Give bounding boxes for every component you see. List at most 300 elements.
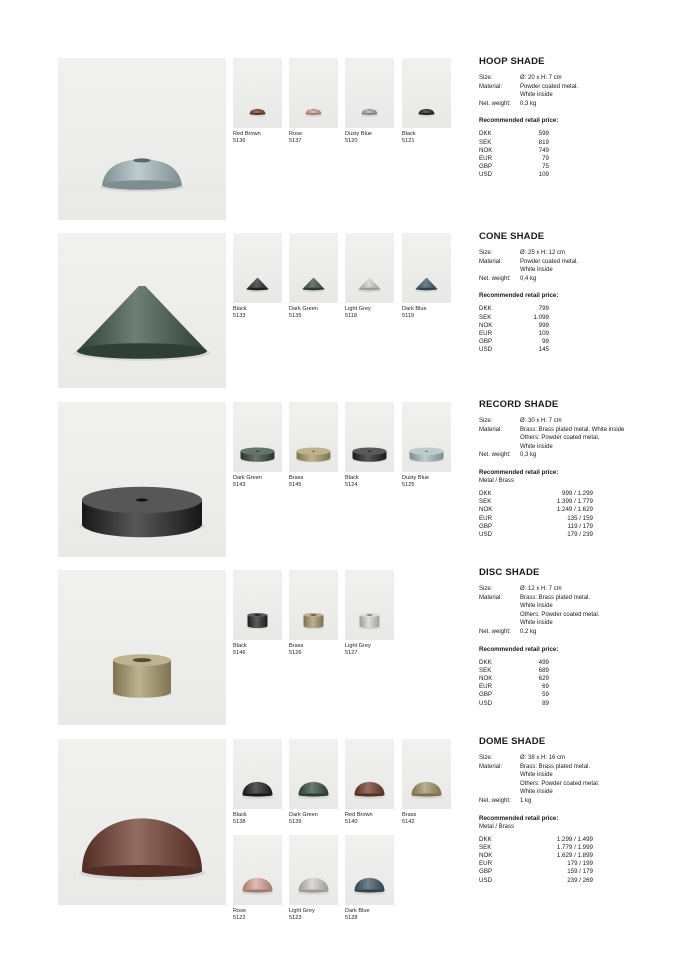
dome-variant-caption [289,908,341,922]
price-row [479,700,659,708]
spec-value [520,763,659,797]
spec-value-line: Brass: Brass plated metal. White inside [520,426,625,433]
price-value: 1.249 / 1.629 [556,506,593,514]
record-variant-caption [233,475,285,489]
variant-item-number: 5121 [402,138,415,144]
dome-variant-lamp [345,739,394,809]
disc-variant-thumbnail [345,570,394,640]
price-row [479,683,659,691]
price-currency: SEK [479,498,492,506]
spec-row [479,763,659,797]
recommended-retail-price-label: Recommended retail price: [479,645,559,653]
cone-hero-image [58,233,226,388]
price-row [479,130,659,138]
variant-color-name: Rose [233,908,247,914]
price-row [479,531,659,539]
recommended-retail-price-label: Recommended retail price: [479,117,559,125]
spec-value [520,594,659,628]
variant-item-number: 5146 [233,650,246,656]
hoop-variant-caption [289,131,341,145]
record-title: RECORD SHADE [479,399,559,410]
spec-label: Material: [479,258,503,265]
spec-label: Size: [479,75,493,81]
price-currency: USD [479,699,493,707]
variant-item-number: 5138 [233,819,246,825]
variant-item-number: 5143 [233,482,246,488]
price-row [479,147,659,155]
dome-variant-caption [345,908,397,922]
spec-value-line: Brass: Brass plated metal. [520,763,591,770]
spec-value [520,83,659,100]
record-variant-caption [402,475,454,489]
variant-color-name: Black [233,643,247,649]
cone-variant-caption [402,306,454,320]
spec-value-line: White inside [520,603,553,610]
spec-value [520,426,659,452]
disc-variant-caption [289,643,341,657]
variant-item-number: 5123 [289,915,302,921]
price-value: 179 / 199 [567,860,593,868]
spec-value-line: Powder coated metal. [520,83,579,90]
price-value: 109 [538,329,549,337]
cone-price-list [479,305,659,354]
variant-color-name: Dark Green [233,475,262,481]
variant-color-name: Dark Green [289,812,318,818]
dome-variant-thumbnail [345,739,394,809]
disc-variant-lamp [289,570,338,640]
spec-label: Material: [479,763,503,770]
price-currency: GBP [479,691,493,699]
record-variant-caption [289,475,341,489]
price-row [479,155,659,163]
price-value: 999 [538,321,549,329]
spec-value-line: Others: Powder coated metal. [520,780,600,787]
variant-color-name: Dark Blue [402,306,427,312]
dome-spec-block [479,736,659,885]
disc-variant-lamp [233,570,282,640]
variant-color-name: Dusty Blue [402,475,430,481]
cone-spec-block [479,231,659,355]
spec-label: Net. weight: [479,452,511,459]
spec-label: Size: [479,586,493,592]
variant-item-number: 5126 [289,650,302,656]
hoop-variant-thumbnail [233,58,282,128]
price-currency: NOK [479,851,493,859]
cone-variant-lamp [345,233,394,303]
price-row [479,314,659,322]
price-value: 99 [542,338,549,346]
price-value: 819 [538,138,549,146]
spec-label: Net. weight: [479,628,511,635]
record-variant-thumbnail [402,402,451,472]
price-row [479,163,659,171]
price-value: 79 [542,154,549,162]
spec-row [479,797,659,806]
hoop-variant-thumbnail [345,58,394,128]
record-variant-lamp [402,402,451,472]
dome-variant-thumbnail [233,835,282,905]
dome-hero-image [58,739,226,905]
spec-value [520,797,659,806]
price-currency: USD [479,530,493,538]
price-row [479,667,659,675]
spec-row [479,74,659,83]
spec-label: Size: [479,418,493,424]
price-currency: EUR [479,154,493,162]
price-currency: SEK [479,138,492,146]
price-currency: USD [479,346,493,354]
variant-color-name: Brass [289,643,304,649]
price-value: 145 [538,346,549,354]
price-row [479,338,659,346]
price-value: 239 / 269 [567,876,593,884]
spec-value-line: Others: Powder coated metal. [520,435,600,442]
price-row [479,346,659,354]
price-row [479,836,659,844]
record-hero-lamp [58,402,226,557]
price-type-label: Metal / Brass [479,823,515,830]
price-currency: NOK [479,674,493,682]
variant-color-name: Black [233,306,247,312]
spec-value-line: White inside [520,789,553,796]
price-row [479,171,659,179]
price-value: 599 [538,130,549,138]
variant-item-number: 5125 [402,482,415,488]
spec-row [479,594,659,628]
cone-variant-lamp [233,233,282,303]
disc-spec-block [479,567,659,708]
dome-title: DOME SHADE [479,736,546,747]
spec-value-line: Others: Powder coated metal. [520,611,600,618]
spec-value-line: 0,2 kg [520,628,537,635]
price-value: 159 / 179 [567,868,593,876]
variant-color-name: Black [345,475,359,481]
spec-value-line: Ø: 12 x H: 7 cm [520,586,562,592]
dome-variant-thumbnail [402,739,451,809]
price-currency: EUR [479,860,493,868]
price-currency: DKK [479,835,492,843]
dome-variant-thumbnail [289,835,338,905]
hoop-variant-thumbnail [289,58,338,128]
dome-variant-lamp [233,739,282,809]
price-currency: USD [479,876,493,884]
cone-variant-caption [289,306,341,320]
variant-item-number: 5118 [345,313,358,319]
variant-color-name: Light Grey [345,306,371,312]
price-row [479,490,659,498]
recommended-retail-price-label: Recommended retail price: [479,468,559,476]
price-row [479,523,659,531]
price-row [479,139,659,147]
spec-value [520,249,659,258]
price-row [479,506,659,514]
price-currency: EUR [479,683,493,691]
price-type-label: Metal / Brass [479,477,515,484]
disc-price-list [479,659,659,708]
spec-value-line: 0,3 kg [520,452,537,459]
variant-color-name: Red Brown [345,812,373,818]
cone-title: CONE SHADE [479,231,545,242]
price-currency: DKK [479,658,492,666]
disc-variant-thumbnail [289,570,338,640]
price-value: 119 / 179 [567,522,593,530]
price-value: 749 [538,146,549,154]
spec-value-line: Ø: 30 x H: 7 cm [520,418,562,424]
dome-variant-thumbnail [289,739,338,809]
spec-row [479,275,659,284]
spec-label: Material: [479,83,503,90]
hoop-variant-lamp [289,58,338,128]
spec-label: Net. weight: [479,100,511,107]
variant-color-name: Rose [289,131,303,137]
spec-value-line: White inside [520,443,553,450]
price-value: 799 [538,305,549,313]
price-row [479,515,659,523]
spec-label: Size: [479,250,493,256]
hoop-variant-lamp [233,58,282,128]
spec-value [520,754,659,763]
price-row [479,844,659,852]
spec-label: Net. weight: [479,275,511,282]
disc-variant-lamp [345,570,394,640]
price-value: 689 [538,666,549,674]
spec-value [520,100,659,109]
price-row [479,659,659,667]
hoop-hero-lamp [58,58,226,220]
price-currency: USD [479,171,493,179]
spec-label: Material: [479,594,503,601]
variant-item-number: 5133 [233,313,246,319]
hoop-variant-thumbnail [402,58,451,128]
price-value: 69 [542,683,549,691]
spec-value [520,417,659,426]
cone-variant-thumbnail [289,233,338,303]
price-row [479,852,659,860]
price-currency: NOK [479,506,493,514]
price-value: 629 [538,674,549,682]
record-variant-lamp [289,402,338,472]
dome-hero-lamp [58,739,226,905]
variant-item-number: 5136 [233,138,246,144]
price-currency: NOK [479,146,493,154]
spec-row [479,417,659,426]
cone-variant-thumbnail [345,233,394,303]
spec-row [479,628,659,637]
hoop-price-list [479,130,659,179]
hoop-hero-image [58,58,226,220]
record-variant-lamp [345,402,394,472]
price-value: 75 [542,163,549,171]
spec-row [479,100,659,109]
price-row [479,675,659,683]
variant-item-number: 5137 [289,138,302,144]
hoop-variant-caption [402,131,454,145]
variant-item-number: 5135 [289,313,302,319]
cone-variant-lamp [289,233,338,303]
spec-value [520,585,659,594]
record-variant-caption [345,475,397,489]
record-variant-lamp [233,402,282,472]
price-currency: DKK [479,305,492,313]
price-row [479,877,659,885]
price-currency: EUR [479,329,493,337]
spec-value [520,275,659,284]
dome-variant-caption [345,812,397,826]
price-currency: SEK [479,313,492,321]
price-currency: GBP [479,868,493,876]
cone-variant-thumbnail [402,233,451,303]
price-value: 109 [538,171,549,179]
variant-item-number: 5122 [233,915,246,921]
record-variant-thumbnail [345,402,394,472]
price-value: 1.299 / 1.499 [556,835,593,843]
spec-row [479,83,659,100]
variant-item-number: 5119 [402,313,415,319]
price-value: 89 [542,699,549,707]
price-row [479,330,659,338]
spec-label: Material: [479,426,503,433]
variant-color-name: Black [233,812,247,818]
spec-value-line: White inside [520,92,553,99]
spec-label: Size: [479,755,493,761]
dome-variant-caption [289,812,341,826]
hoop-variant-caption [345,131,397,145]
spec-value [520,74,659,83]
variant-item-number: 5145 [289,482,302,488]
spec-value [520,628,659,637]
variant-color-name: Brass [289,475,304,481]
spec-value-line: Powder coated metal. [520,258,579,265]
variant-item-number: 5128 [345,915,358,921]
dome-variant-thumbnail [345,835,394,905]
dome-variant-caption [233,908,285,922]
price-currency: DKK [479,130,492,138]
record-spec-block [479,399,659,539]
hoop-title: HOOP SHADE [479,56,545,67]
spec-value-line: Ø: 25 x H: 12 cm [520,250,566,256]
dome-variant-lamp [233,835,282,905]
price-row [479,691,659,699]
cone-variant-caption [345,306,397,320]
price-currency: NOK [479,321,493,329]
spec-row [479,754,659,763]
spec-value-line: 1 kg [520,797,532,804]
record-price-list [479,490,659,539]
price-value: 499 [538,658,549,666]
variant-item-number: 5139 [289,819,302,825]
price-row [479,868,659,876]
disc-variant-caption [233,643,285,657]
variant-color-name: Brass [402,812,417,818]
price-currency: DKK [479,489,492,497]
spec-value-line: 0,3 kg [520,100,537,107]
price-currency: GBP [479,338,493,346]
price-currency: SEK [479,666,492,674]
price-value: 59 [542,691,549,699]
spec-value-line: White inside [520,772,553,779]
price-currency: SEK [479,843,492,851]
price-value: 1.099 [533,313,549,321]
dome-variant-lamp [289,835,338,905]
cone-variant-caption [233,306,285,320]
variant-color-name: Dark Green [289,306,318,312]
variant-color-name: Black [402,131,416,137]
variant-color-name: Dark Blue [345,908,370,914]
price-value: 135 / 159 [567,514,593,522]
variant-color-name: Dusty Blue [345,131,373,137]
spec-row [479,451,659,460]
dome-variant-lamp [345,835,394,905]
variant-item-number: 5124 [345,482,358,488]
spec-value [520,258,659,275]
record-variant-thumbnail [289,402,338,472]
record-hero-image [58,402,226,557]
disc-hero-lamp [58,570,226,725]
recommended-retail-price-label: Recommended retail price: [479,292,559,300]
hoop-spec-block [479,56,659,180]
spec-value-line: Ø: 20 x H: 7 cm [520,75,562,81]
disc-title: DISC SHADE [479,567,540,578]
spec-value-line: White inside [520,620,553,627]
variant-color-name: Light Grey [345,643,371,649]
disc-variant-thumbnail [233,570,282,640]
dome-variant-lamp [289,739,338,809]
dome-price-list [479,836,659,885]
record-variant-thumbnail [233,402,282,472]
variant-item-number: 5142 [402,819,415,825]
spec-value-line: Brass: Brass plated metal. [520,594,591,601]
spec-row [479,258,659,275]
price-row [479,322,659,330]
dome-variant-caption [233,812,285,826]
dome-variant-thumbnail [233,739,282,809]
price-value: 1.779 / 1.999 [556,843,593,851]
variant-item-number: 5140 [345,819,358,825]
spec-value-line: Ø: 38 x H: 16 cm [520,755,566,761]
spec-value-line: 0,4 kg [520,275,537,282]
price-value: 179 / 239 [567,530,593,538]
recommended-retail-price-label: Recommended retail price: [479,814,559,822]
disc-variant-caption [345,643,397,657]
spec-row [479,426,659,452]
hoop-variant-caption [233,131,285,145]
variant-item-number: 5127 [345,650,358,656]
spec-row [479,585,659,594]
price-row [479,498,659,506]
cone-variant-lamp [402,233,451,303]
price-currency: EUR [479,514,493,522]
hoop-variant-lamp [402,58,451,128]
disc-hero-image [58,570,226,725]
cone-hero-lamp [58,233,226,388]
price-row [479,305,659,313]
price-row [479,860,659,868]
variant-item-number: 5120 [345,138,358,144]
price-currency: GBP [479,522,493,530]
spec-value-line: White inside [520,267,553,274]
dome-variant-lamp [402,739,451,809]
spec-value [520,451,659,460]
cone-variant-thumbnail [233,233,282,303]
dome-variant-caption [402,812,454,826]
hoop-variant-lamp [345,58,394,128]
price-value: 1.399 / 1.779 [556,498,593,506]
price-value: 999 / 1.299 [562,489,593,497]
variant-color-name: Light Grey [289,908,315,914]
price-currency: GBP [479,163,493,171]
spec-label: Net. weight: [479,797,511,804]
price-value: 1.629 / 1.899 [556,851,593,859]
